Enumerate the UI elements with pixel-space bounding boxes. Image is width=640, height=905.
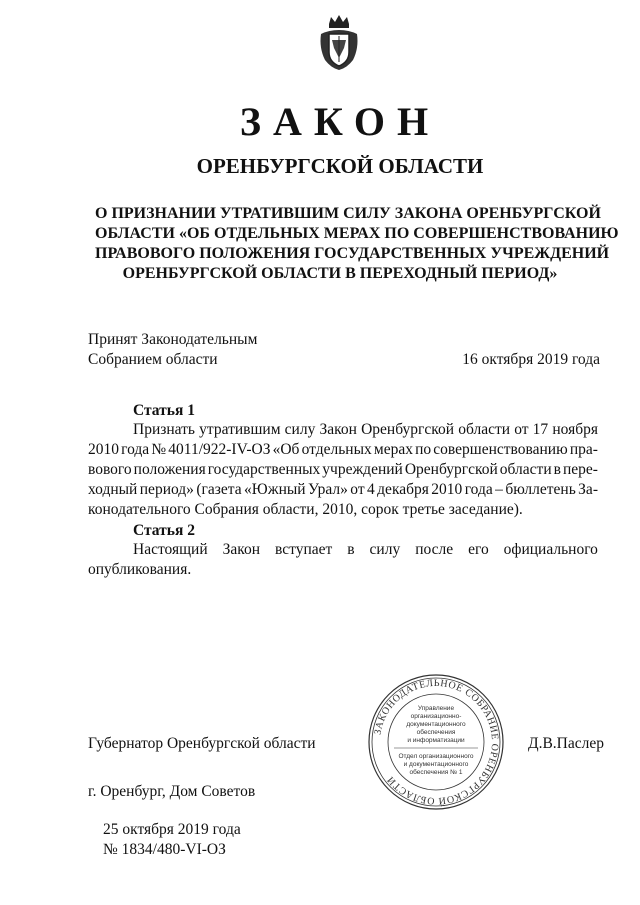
- svg-text:документационного: документационного: [406, 721, 466, 728]
- svg-text:организационно-: организационно-: [410, 713, 462, 720]
- article-2-title: Статья 2: [133, 522, 195, 539]
- adoption-date: 16 октября 2019 года: [462, 351, 600, 368]
- article-1-line: ходный период» (газета «Южный Урал» от 4 декабря 2010 года – бюллетень За-: [88, 481, 598, 498]
- svg-text:ЗАКОНОДАТЕЛЬНОЕ СОБРАНИЕ ОРЕНБ: ЗАКОНОДАТЕЛЬНОЕ СОБРАНИЕ ОРЕНБУРГСКОЙ ОБЛАСТИ: [372, 677, 501, 807]
- signatory-position: Губернатор Оренбургской области: [88, 735, 316, 752]
- heading-line: ПРАВОВОГО ПОЛОЖЕНИЯ ГОСУДАРСТВЕННЫХ УЧРЕЖДЕНИЙ: [95, 245, 610, 262]
- svg-text:Отдел организационного: Отдел организационного: [398, 753, 474, 760]
- svg-text:и документационного: и документационного: [403, 761, 469, 768]
- official-seal-stamp: [366, 672, 506, 812]
- issue-date: 25 октября 2019 года: [103, 821, 241, 838]
- svg-text:Управление: Управление: [417, 705, 455, 712]
- law-number: № 1834/480-VI-ОЗ: [103, 841, 226, 858]
- article-1-line: Признать утратившим силу Закон Оренбургской области от 17 ноября: [133, 421, 598, 438]
- document-title: ЗАКОН: [239, 99, 441, 144]
- law-heading: [95, 204, 619, 284]
- coat-of-arms-emblem: [317, 14, 361, 72]
- article-1-line: 2010 года № 4011/922-IV-ОЗ «Об отдельных мерах по совершенствованию пра-: [88, 441, 598, 458]
- signing-place: г. Оренбург, Дом Советов: [88, 783, 256, 800]
- article-2-line: Настоящий Закон вступает в силу после его официального: [133, 541, 598, 558]
- heading-line: О ПРИЗНАНИИ УТРАТИВШИМ СИЛУ ЗАКОНА ОРЕНБУРГСКОЙ: [95, 205, 601, 222]
- heading-line: ОБЛАСТИ «ОБ ОТДЕЛЬНЫХ МЕРАХ ПО СОВЕРШЕНСТВОВАНИЮ: [95, 225, 619, 242]
- article-1-line: вового положения государственных учреждений Оренбургской области в пере-: [88, 461, 598, 478]
- svg-text:обеспечения: обеспечения: [416, 729, 456, 736]
- adoption-line-2: Собранием области: [88, 351, 218, 368]
- signatory-name: Д.В.Паслер: [528, 735, 604, 752]
- adoption-line-1: Принят Законодательным: [88, 331, 258, 348]
- document-subtitle: ОРЕНБУРГСКОЙ ОБЛАСТИ: [196, 154, 484, 178]
- article-1-body: [88, 420, 598, 520]
- svg-text:обеспечения № 1: обеспечения № 1: [409, 769, 463, 776]
- heading-line: ОРЕНБУРГСКОЙ ОБЛАСТИ В ПЕРЕХОДНЫЙ ПЕРИОД»: [122, 265, 558, 282]
- svg-text:и информатизации: и информатизации: [407, 737, 465, 744]
- article-1-title: Статья 1: [133, 402, 195, 419]
- article-2-last-line: опубликования.: [88, 561, 192, 578]
- article-2-body: [88, 540, 598, 580]
- article-1-last-line: конодательного Собрания области, 2010, сорок третье заседание).: [88, 501, 523, 518]
